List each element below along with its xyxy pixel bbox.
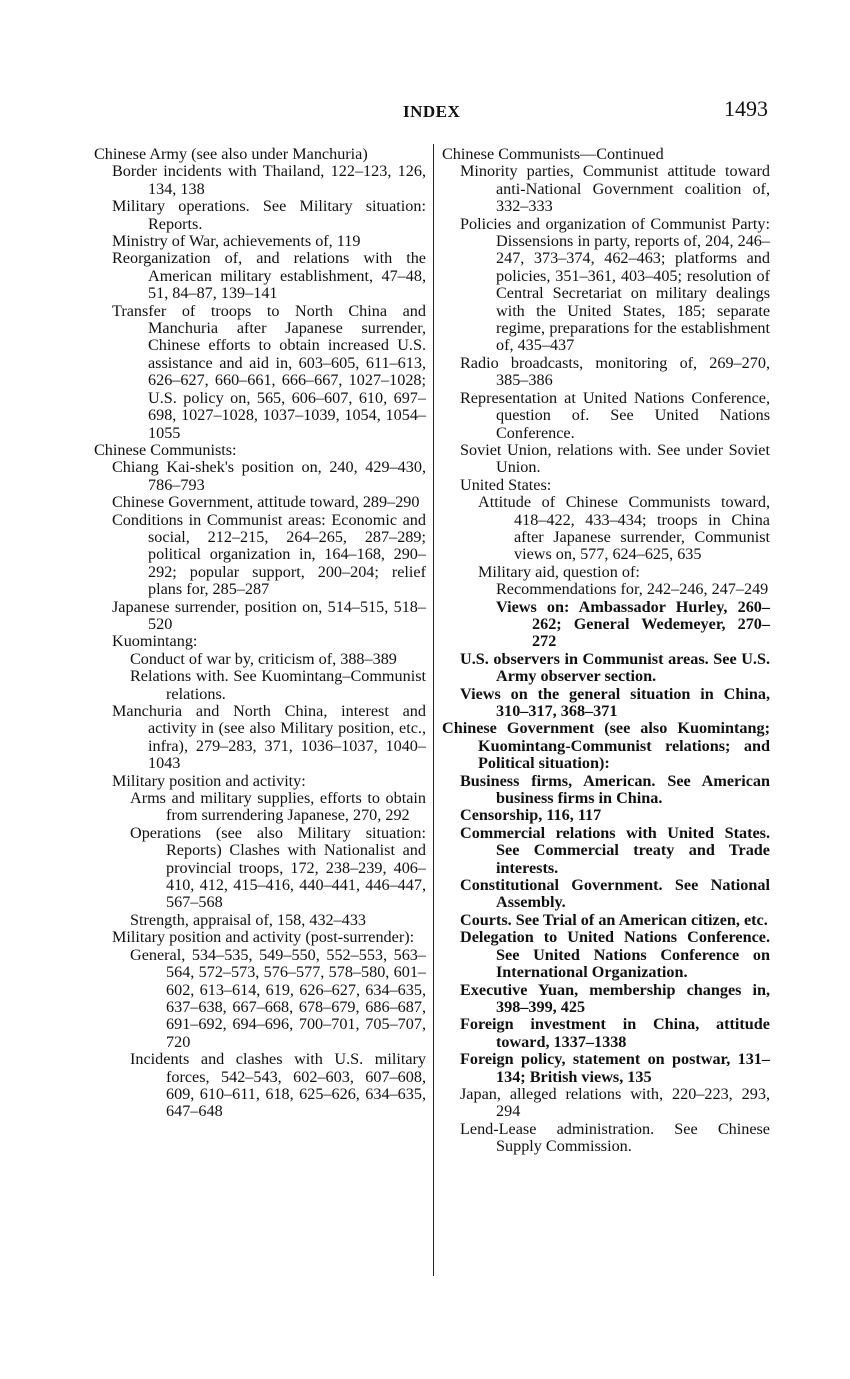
index-entry: Lend-Lease administration. See Chinese Supply Commission. <box>460 1119 770 1156</box>
index-entry: Foreign policy, statement on postwar, 131–134; British views, 135 <box>460 1050 770 1086</box>
index-entry: Japanese surrender, position on, 514–515, 518–520 <box>112 597 426 633</box>
index-entry: Minority parties, Communist attitude toward anti-National Government coalition of, 332–333 <box>460 162 770 216</box>
index-entry: Border incidents with Thailand, 122–123, 126, 134, 138 <box>112 162 426 198</box>
index-entry: Chinese Government, attitude toward, 289–290 <box>112 493 420 512</box>
index-entry: Policies and organization of Communist Party: Dissensions in party, reports of, 204, 246–247, 373–374, 462–463; platforms and policies, 351–361, 403–405; resolution of Central Secretariat on military dealings with the United States, 185; separate regime, preparations for the establishment of, 435–437 <box>460 214 770 355</box>
index-entry: Chinese Government (see also Kuomintang; Kuomintang-Communist relations; and Political situation): <box>442 719 770 773</box>
index-entry: Chinese Communists: <box>94 440 237 459</box>
index-entry: Foreign investment in China, attitude toward, 1337–1338 <box>460 1015 770 1051</box>
index-entry: Chiang Kai-shek's position on, 240, 429–430, 786–793 <box>112 458 426 494</box>
index-entry: Strength, appraisal of, 158, 432–433 <box>130 910 367 929</box>
index-entry: Courts. See Trial of an American citizen, etc. <box>460 910 768 929</box>
index-entry: Soviet Union, relations with. See under Soviet Union. <box>460 440 770 477</box>
index-entry: Reorganization of, and relations with the American military establishment, 47–48, 51, 84–87, 139–141 <box>112 249 426 303</box>
index-entry: U.S. observers in Communist areas. See U.S. Army observer section. <box>460 649 770 686</box>
index-entry: Operations (see also Military situation: Reports) Clashes with Nationalist and provincial troops, 172, 238–239, 406–410, 412, 415–416, 440–441, 446–447, 567–568 <box>130 823 426 912</box>
page-number: 1493 <box>724 96 768 121</box>
index-entry: Ministry of War, achievements of, 119 <box>112 232 361 251</box>
index-entry: Executive Yuan, membership changes in, 398–399, 425 <box>460 980 770 1016</box>
index-entry: Chinese Army (see also under Manchuria) <box>94 145 368 163</box>
index-entry: Censorship, 116, 117 <box>460 806 602 825</box>
index-entry: Views on: Ambassador Hurley, 260–262; General Wedemeyer, 270–272 <box>496 597 770 651</box>
index-entry: Manchuria and North China, interest and activity in (see also Military position, etc., infra), 279–283, 371, 1036–1037, 1040–1043 <box>112 702 426 773</box>
index-entry: Attitude of Chinese Communists toward, 418–422, 433–434; troops in China after Japanese surrender, Communist views on, 577, 624–625, 635 <box>478 493 770 564</box>
index-entry: Military aid, question of: <box>478 562 640 581</box>
index-entry: Military operations. See Military situation: Reports. <box>112 197 426 233</box>
index-entry: Conditions in Communist areas: Economic and social, 212–215, 264–265, 287–289; political organization in, 164–168, 290–292; popular support, 200–204; relief plans for, 285–287 <box>112 510 426 599</box>
index-entry: Chinese Communists—Continued <box>442 145 664 163</box>
index-entry: United States: <box>460 475 552 494</box>
index-entry: Military position and activity (post-surrender): <box>112 928 415 947</box>
index-entry: Incidents and clashes with U.S. military forces, 542–543, 602–603, 607–608, 609, 610–611, 618, 625–626, 634–635, 647–648 <box>130 1050 426 1121</box>
index-entry: Views on the general situation in China, 310–317, 368–371 <box>460 684 770 720</box>
index-entry: Commercial relations with United States. See Commercial treaty and Trade interests. <box>460 823 770 877</box>
page-header <box>0 96 850 126</box>
index-heading: INDEX <box>403 102 461 121</box>
index-column-right <box>442 146 770 1156</box>
index-entry: Japan, alleged relations with, 220–223, 293, 294 <box>460 1084 770 1121</box>
index-entry: Conduct of war by, criticism of, 388–389 <box>130 649 397 668</box>
index-entry: Kuomintang: <box>112 632 198 651</box>
index-entry: Transfer of troops to North China and Manchuria after Japanese surrender, Chinese efforts to obtain increased U.S. assistance and aid in, 603–605, 611–613, 626–627, 660–661, 666–667, 1027–1028; U.S. policy on, 565, 606–607, 610, 697–698, 1027–1028, 1037–1039, 1054, 1054–1055 <box>112 301 426 442</box>
index-entry: Business firms, American. See American business firms in China. <box>460 771 770 808</box>
index-entry: Recommendations for, 242–246, 247–249 <box>496 580 769 599</box>
index-entry: Arms and military supplies, efforts to obtain from surrendering Japanese, 270, 292 <box>130 789 426 825</box>
index-entry: Delegation to United Nations Conference. See United Nations Conference on International Organization. <box>460 928 770 982</box>
index-entry: Military position and activity: <box>112 771 306 790</box>
index-column-left <box>94 146 426 1121</box>
index-entry: Radio broadcasts, monitoring of, 269–270, 385–386 <box>460 353 770 390</box>
index-entry: General, 534–535, 549–550, 552–553, 563–564, 572–573, 576–577, 578–580, 601–602, 613–614, 619, 626–627, 634–635, 637–638, 667–668, 678–679, 686–687, 691–692, 694–696, 700–701, 705–707, 720 <box>130 945 426 1051</box>
column-divider <box>433 144 434 1276</box>
index-entry: Relations with. See Kuomintang–Communist relations. <box>130 667 426 703</box>
index-entry: Representation at United Nations Conference, question of. See United Nations Conference. <box>460 388 770 442</box>
index-entry: Constitutional Government. See National Assembly. <box>460 876 770 912</box>
